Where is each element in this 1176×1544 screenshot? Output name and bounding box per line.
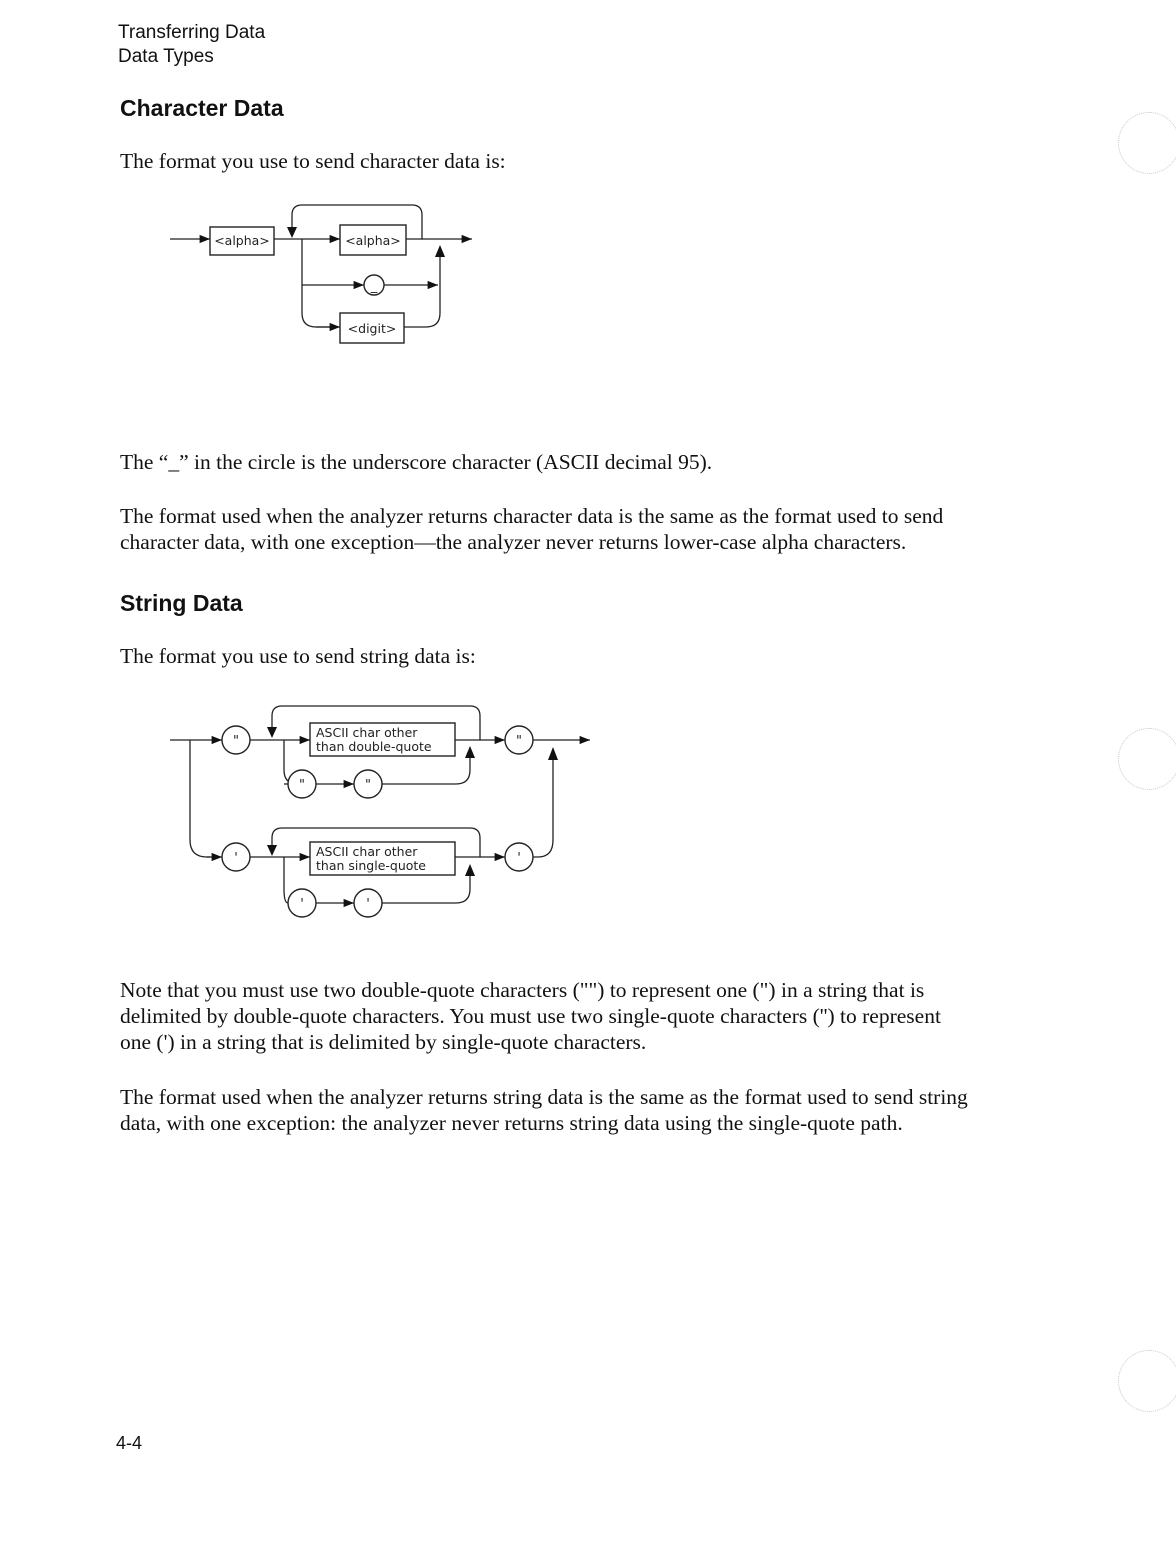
char-loop-down-arrow (287, 227, 297, 238)
string-data-heading: String Data (120, 590, 243, 616)
str-dq-box-line1: ASCII char other (316, 725, 418, 740)
character-data-intro: The format you use to send character data is: (120, 149, 506, 173)
quote-note-line-2: delimited by double-quote characters. You must use two single-quote characters ('') to represent (120, 1004, 941, 1028)
char-digit-out (404, 313, 440, 327)
string-return-note-line-1: The format used when the analyzer returns string data is the same as the format used to send string (120, 1085, 968, 1109)
string-return-note-line-2: data, with one exception: the analyzer never returns string data using the single-quote path. (120, 1111, 903, 1135)
char-right-rail-arrow (435, 245, 445, 257)
str-dq-box-line2: than double-quote (316, 739, 432, 754)
str-outer-right-rail (533, 752, 553, 857)
string-data-syntax-diagram (170, 700, 600, 930)
char-left-rail (302, 239, 338, 327)
str-open-dquote-label: " (233, 734, 239, 749)
char-alpha-first-label: <alpha> (214, 233, 270, 248)
quote-note-line-1: Note that you must use two double-quote characters ("") to represent one (") in a string that is (120, 978, 925, 1002)
str-dq-loop-down-arrow (267, 727, 277, 738)
str-sq-escape-label-2: ' (366, 897, 370, 912)
str-dq-escape-up-arrow (465, 746, 475, 758)
page-number: 4-4 (116, 1433, 143, 1453)
str-dq-escape-label-2: " (365, 778, 371, 793)
char-alpha-loop-label: <alpha> (345, 233, 401, 248)
character-data-heading: Character Data (120, 95, 284, 121)
binder-hole-bottom (1118, 1350, 1176, 1412)
underscore-note: The “_” in the circle is the underscore character (ASCII decimal 95). (120, 450, 713, 474)
str-sq-escape-label-1: ' (300, 897, 304, 912)
str-sq-box-line1: ASCII char other (316, 844, 418, 859)
binder-hole-middle (1118, 728, 1176, 790)
str-close-dquote-label: " (516, 734, 522, 749)
str-dq-escape-label-1: " (299, 778, 305, 793)
str-open-squote-label: ' (234, 851, 238, 866)
str-close-squote-label: ' (517, 851, 521, 866)
running-header-chapter: Transferring Data (118, 22, 266, 43)
binder-hole-top (1118, 112, 1176, 174)
quote-note-line-3: one (') in a string that is delimited by single-quote characters. (120, 1030, 647, 1054)
running-header-section: Data Types (118, 46, 214, 67)
str-sq-escape-left (284, 857, 288, 903)
char-return-note-line-2: character data, with one exception—the analyzer never returns lower-case alpha characters. (120, 530, 907, 554)
str-sq-loop-down-arrow (267, 845, 277, 856)
character-data-syntax-diagram (160, 195, 490, 355)
char-digit-label: <digit> (347, 321, 397, 336)
str-outer-right-arrow (548, 747, 558, 760)
str-outer-left-rail (190, 740, 210, 857)
str-sq-escape-up-arrow (465, 864, 475, 876)
char-underscore-label: _ (370, 279, 378, 294)
char-return-note-line-1: The format used when the analyzer returns character data is the same as the format used to send (120, 504, 944, 528)
str-sq-box-line2: than single-quote (316, 858, 426, 873)
string-data-intro: The format you use to send string data is: (120, 644, 476, 668)
